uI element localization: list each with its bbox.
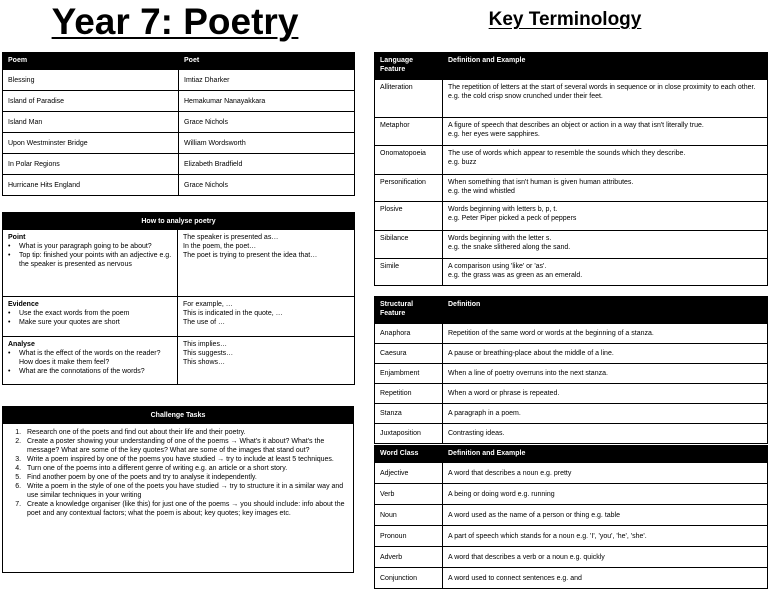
feature-name: Repetition: [375, 384, 443, 404]
feature-name: Onomatopoeia: [375, 146, 443, 175]
poem-title: Hurricane Hits England: [3, 175, 179, 196]
poem-title: Blessing: [3, 70, 179, 91]
structural-header-definition: Definition: [443, 297, 768, 324]
list-item: In the poem, the poet…: [183, 243, 257, 250]
table-row: [375, 259, 768, 286]
table-row: [375, 202, 768, 231]
language-header-definition: Definition and Example: [443, 53, 768, 80]
table-row: [375, 80, 768, 118]
feature-definition: [443, 259, 768, 286]
poet-name: Hemakumar Nanayakkara: [179, 91, 355, 112]
list-item: • Use the exact words from the poem: [19, 309, 172, 318]
list-item: • What is your paragraph going to be about?: [19, 242, 172, 251]
feature-definition: [443, 202, 768, 231]
word-definition: A word that describes a noun e.g. pretty: [443, 463, 768, 484]
list-item: 6. Write a poem in the style of one of the poets you have studied → try to structure it in a similar way and use similar techniques in your writing: [23, 482, 347, 500]
table-row: [375, 364, 768, 384]
list-item: • What are the connotations of the words?: [19, 367, 172, 376]
feature-name: Anaphora: [375, 324, 443, 344]
analyse-label: Analyse: [8, 341, 35, 348]
feature-name: Plosive: [375, 202, 443, 231]
list-item: 5. Find another poem by one of the poets and try to analyse it independently.: [23, 473, 347, 482]
wordclass-header-class: Word Class: [375, 446, 443, 463]
poems-table: [2, 52, 355, 196]
feature-name: Simile: [375, 259, 443, 286]
list-item: This shows…: [183, 359, 226, 366]
example-text: e.g. Peter Piper picked a peck of peppers: [448, 215, 577, 222]
poem-title: In Polar Regions: [3, 154, 179, 175]
list-item: For example, …: [183, 301, 233, 308]
table-row: [3, 70, 355, 91]
table-row: [375, 547, 768, 568]
point-label: Point: [8, 234, 26, 241]
analyse-table: [2, 212, 355, 385]
table-row: [375, 505, 768, 526]
word-class: Verb: [375, 484, 443, 505]
list-item: The poet is trying to present the idea that…: [183, 252, 318, 259]
structural-table: [374, 296, 768, 444]
feature-definition: A pause or breathing-place about the middle of a line.: [443, 344, 768, 364]
feature-name: Enjambment: [375, 364, 443, 384]
word-definition: A word used to connect sentences e.g. and: [443, 568, 768, 589]
definition-text: Words beginning with the letter s.: [448, 235, 552, 242]
point-cell: [3, 230, 178, 297]
feature-definition: When a line of poetry overruns into the next stanza.: [443, 364, 768, 384]
example-text: e.g. the cold crisp snow crunched under their feet.: [448, 93, 603, 100]
list-item: The speaker is presented as…: [183, 234, 279, 241]
word-definition: A part of speech which stands for a noun e.g. 'I', 'you', 'he', 'she'.: [443, 526, 768, 547]
list-item: The use of …: [183, 319, 226, 326]
wordclass-table: [374, 445, 768, 589]
table-row: [375, 384, 768, 404]
word-definition: A word used as the name of a person or thing e.g. table: [443, 505, 768, 526]
analyse-cell: [3, 337, 178, 385]
list-item: • Top tip: finished your points with an adjective e.g. the speaker is presented as nervous: [19, 251, 172, 269]
definition-text: The repetition of letters at the start of several words in sequence or in close proximity to each other.: [448, 84, 756, 91]
poem-title: Island of Paradise: [3, 91, 179, 112]
poet-name: Imtiaz Dharker: [179, 70, 355, 91]
list-item: 7. Create a knowledge organiser (like this) for just one of the poems → you should include: info about the poet and any contextual factors; what the poem is about; key quotes; key images etc.: [23, 500, 347, 518]
challenge-title: Challenge Tasks: [3, 407, 354, 424]
list-item: 1. Research one of the poets and find out about their life and their poetry.: [23, 428, 347, 437]
language-header-feature: Language Feature: [375, 53, 443, 80]
table-row: [375, 324, 768, 344]
list-item: This suggests…: [183, 350, 234, 357]
table-row: [3, 112, 355, 133]
evidence-stems: [178, 297, 355, 337]
feature-name: Juxtaposition: [375, 424, 443, 444]
word-definition: A being or doing word e.g. running: [443, 484, 768, 505]
example-text: e.g. buzz: [448, 159, 477, 166]
structural-header-feature: Structural Feature: [375, 297, 443, 324]
word-class: Pronoun: [375, 526, 443, 547]
list-item: 3. Write a poem inspired by one of the poems you have studied → try to include at least 5 techniques.: [23, 455, 347, 464]
evidence-cell: [3, 297, 178, 337]
table-row: [375, 344, 768, 364]
feature-definition: When a word or phrase is repeated.: [443, 384, 768, 404]
word-class: Adverb: [375, 547, 443, 568]
table-row: [375, 424, 768, 444]
feature-name: Personification: [375, 175, 443, 202]
feature-name: Metaphor: [375, 118, 443, 146]
feature-name: Sibilance: [375, 231, 443, 259]
poet-name: Elizabeth Bradfield: [179, 154, 355, 175]
poem-title: Island Man: [3, 112, 179, 133]
analyse-stems: [178, 337, 355, 385]
definition-text: When something that isn't human is given human attributes.: [448, 179, 634, 186]
feature-definition: [443, 231, 768, 259]
table-row: [375, 526, 768, 547]
feature-definition: [443, 80, 768, 118]
page-title: Year 7: Poetry: [51, 1, 299, 42]
table-row: [375, 463, 768, 484]
example-text: e.g. the grass was as green as an emerald.: [448, 272, 583, 279]
feature-definition: Contrasting ideas.: [443, 424, 768, 444]
table-row: [375, 484, 768, 505]
feature-name: Caesura: [375, 344, 443, 364]
table-row: [375, 118, 768, 146]
list-item: • Make sure your quotes are short: [19, 318, 172, 327]
poem-header: Poem: [3, 53, 179, 70]
feature-definition: [443, 146, 768, 175]
table-row: [3, 133, 355, 154]
poem-title: Upon Westminster Bridge: [3, 133, 179, 154]
poet-name: Grace Nichols: [179, 175, 355, 196]
feature-definition: [443, 175, 768, 202]
point-stems: [178, 230, 355, 297]
poet-header: Poet: [179, 53, 355, 70]
table-row: [375, 175, 768, 202]
poet-name: William Wordsworth: [179, 133, 355, 154]
word-class: Conjunction: [375, 568, 443, 589]
definition-text: A figure of speech that describes an object or action in a way that isn't literally true.: [448, 122, 704, 129]
example-text: e.g. the snake slithered along the sand.: [448, 244, 571, 251]
language-table: [374, 52, 768, 286]
feature-name: Stanza: [375, 404, 443, 424]
challenge-cell: [3, 424, 354, 573]
page-subtitle: Key Terminology: [488, 9, 642, 30]
table-row: [3, 175, 355, 196]
table-row: [3, 91, 355, 112]
example-text: e.g. her eyes were sapphires.: [448, 131, 540, 138]
list-item: This implies…: [183, 341, 227, 348]
word-definition: A word that describes a verb or a noun e.g. quickly: [443, 547, 768, 568]
evidence-label: Evidence: [8, 301, 39, 308]
wordclass-header-definition: Definition and Example: [443, 446, 768, 463]
analyse-title: How to analyse poetry: [3, 213, 355, 230]
definition-text: The use of words which appear to resemble the sounds which they describe.: [448, 150, 686, 157]
example-text: e.g. the wind whistled: [448, 188, 515, 195]
definition-text: A comparison using 'like' or 'as'.: [448, 263, 547, 270]
table-row: [375, 404, 768, 424]
feature-definition: A paragraph in a poem.: [443, 404, 768, 424]
challenge-list: [9, 428, 347, 518]
table-row: [3, 154, 355, 175]
table-row: [375, 568, 768, 589]
list-item: 2. Create a poster showing your understanding of one of the poems → What's it about? What's the message? What are some of the key quotes? What are some of the images that stand out?: [23, 437, 347, 455]
list-item: This is indicated in the quote, …: [183, 310, 283, 317]
feature-definition: [443, 118, 768, 146]
list-item: 4. Turn one of the poems into a different genre of writing e.g. an article or a short story.: [23, 464, 347, 473]
table-row: [375, 231, 768, 259]
feature-definition: Repetition of the same word or words at the beginning of a stanza.: [443, 324, 768, 344]
table-row: [375, 146, 768, 175]
challenge-table: [2, 406, 354, 573]
feature-name: Alliteration: [375, 80, 443, 118]
word-class: Adjective: [375, 463, 443, 484]
word-class: Noun: [375, 505, 443, 526]
definition-text: Words beginning with letters b, p, t.: [448, 206, 558, 213]
poet-name: Grace Nichols: [179, 112, 355, 133]
list-item: • What is the effect of the words on the reader? How does it make them feel?: [19, 349, 172, 367]
